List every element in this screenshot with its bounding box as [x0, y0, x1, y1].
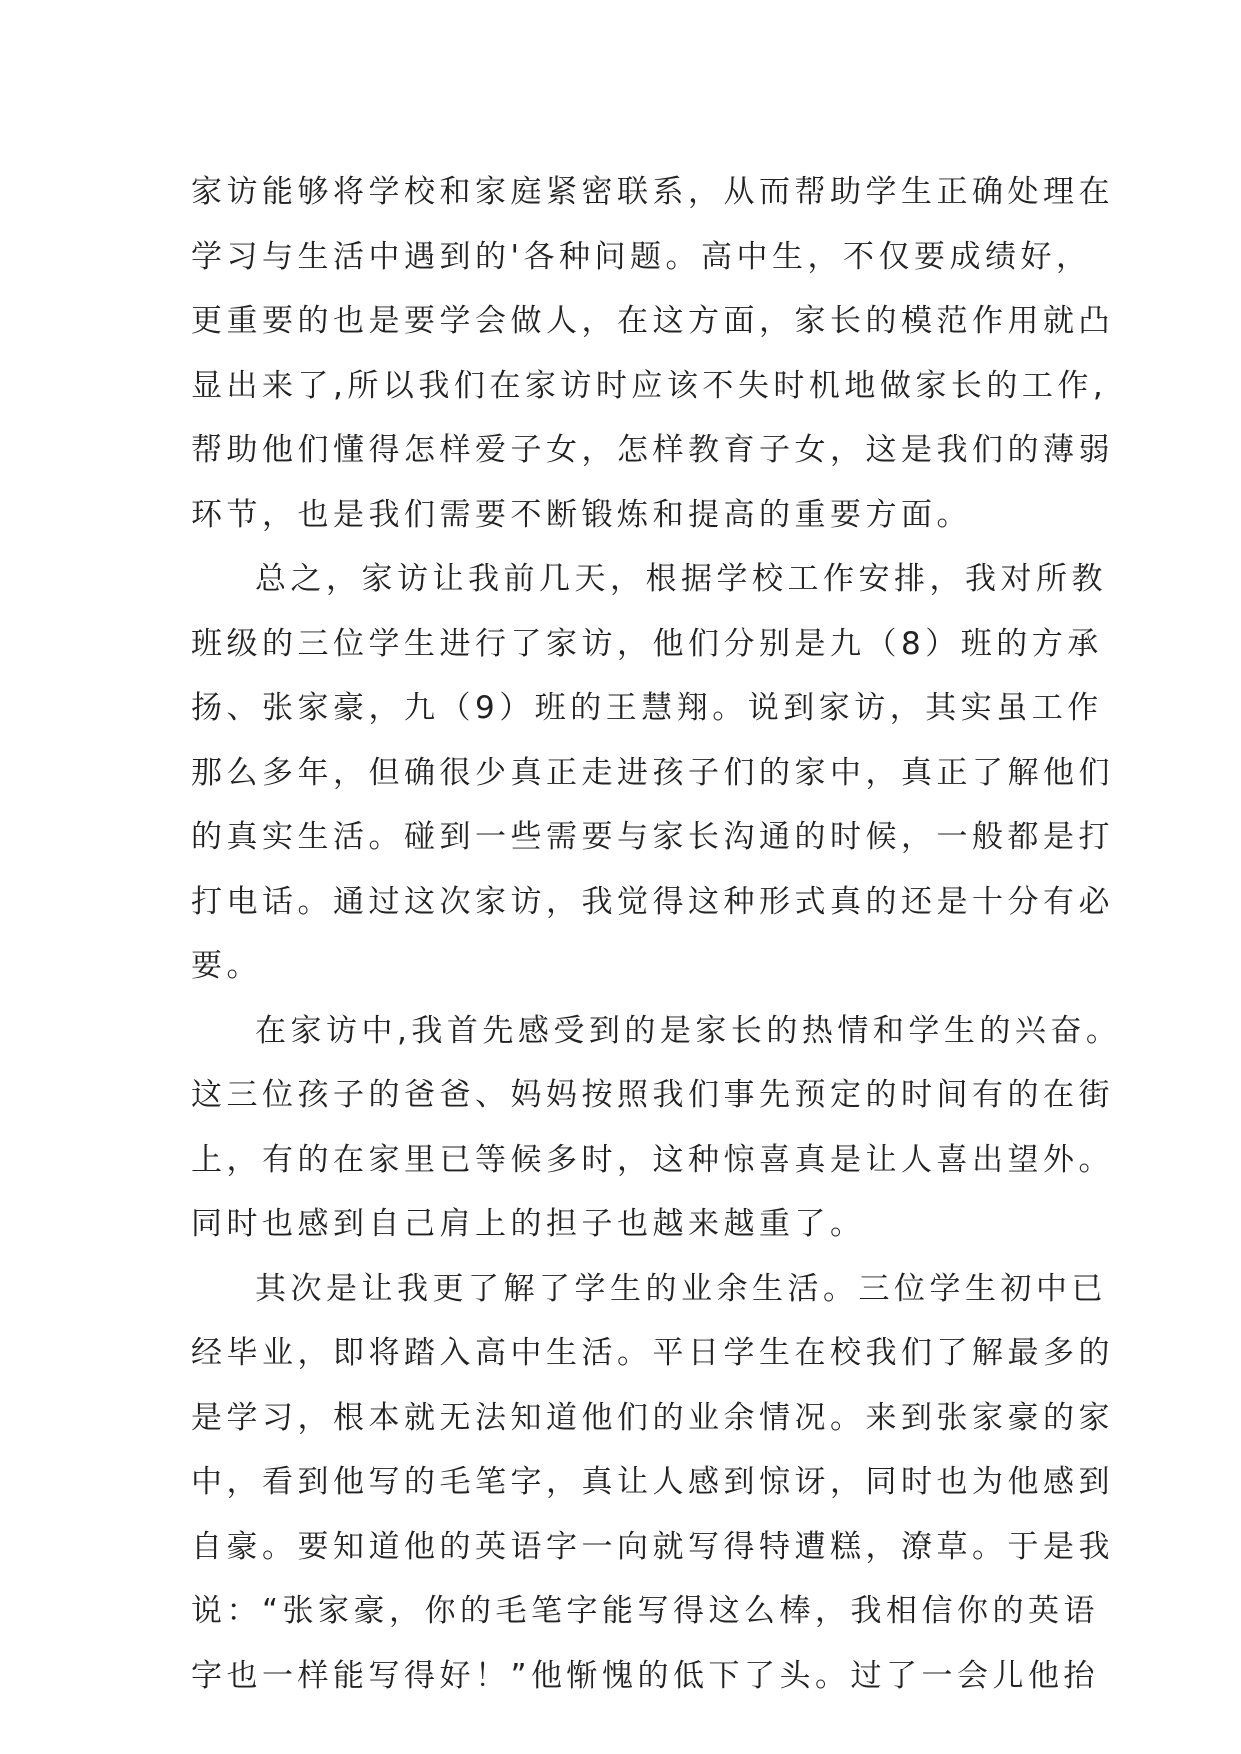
text-line: 那么多年，但确很少真正走进孩子们的家中，真正了解他们 [191, 754, 1114, 791]
text-line: 学习与生活中遇到的'各种问题。高中生，不仅要成绩好， [191, 238, 1092, 275]
text-line: 总之，家访让我前几天，根据学校工作安排，我对所教 [255, 561, 1107, 597]
text-line: 打电话。通过这次家访，我觉得这种形式真的还是十分有必 [191, 883, 1114, 920]
text-line: 同时也感到自己肩上的担子也越来越重了。 [191, 1206, 866, 1242]
text-line: 字也一样能写得好！”他惭愧的低下了头。过了一会儿他抬 [191, 1657, 1100, 1694]
text-line: 是学习，根本就无法知道他们的业余情况。来到张家豪的家 [191, 1399, 1114, 1436]
text-line: 显出来了,所以我们在家访时应该不失时机地做家长的工作, [191, 367, 1108, 404]
text-line: 上，有的在家里已等候多时，这种惊喜真是让人喜出望外。 [191, 1141, 1114, 1178]
text-line: 班级的三位学生进行了家访，他们分别是九（8）班的方承 [191, 625, 1103, 662]
document-body [191, 160, 1122, 1708]
text-line: 在家访中,我首先感受到的是家长的热情和学生的兴奋。 [255, 1012, 1122, 1049]
paragraph-3 [191, 999, 1122, 1257]
text-line: 的真实生活。碰到一些需要与家长沟通的时候，一般都是打 [191, 819, 1114, 855]
text-line: 要。 [191, 948, 262, 984]
text-line: 家访能够将学校和家庭紧密联系，从而帮助学生正确处理在 [191, 174, 1114, 210]
paragraph-4 [191, 1257, 1114, 1709]
text-line: 扬、张家豪，九（9）班的王慧翔。说到家访，其实虽工作 [191, 690, 1103, 726]
text-line: 中，看到他写的毛笔字，真让人感到惊讶，同时也为他感到 [191, 1464, 1114, 1500]
text-line: 自豪。要知道他的英语字一向就写得特遭糕，潦草。于是我 [191, 1528, 1114, 1565]
text-line: 经毕业，即将踏入高中生活。平日学生在校我们了解最多的 [191, 1335, 1114, 1371]
text-line: 其次是让我更了解了学生的业余生活。三位学生初中已 [255, 1270, 1107, 1307]
text-line: 更重要的也是要学会做人，在这方面，家长的模范作用就凸 [191, 303, 1114, 339]
text-line: 这三位孩子的爸爸、妈妈按照我们事先预定的时间有的在街 [191, 1077, 1114, 1113]
text-line: 说：“张家豪，你的毛笔字能写得这么棒，我相信你的英语 [191, 1593, 1100, 1629]
paragraph-1 [191, 160, 1114, 547]
paragraph-2 [191, 547, 1114, 999]
text-line: 帮助他们懂得怎样爱子女，怎样教育子女，这是我们的薄弱 [191, 432, 1114, 468]
text-line: 环节，也是我们需要不断锻炼和提高的重要方面。 [191, 496, 972, 533]
